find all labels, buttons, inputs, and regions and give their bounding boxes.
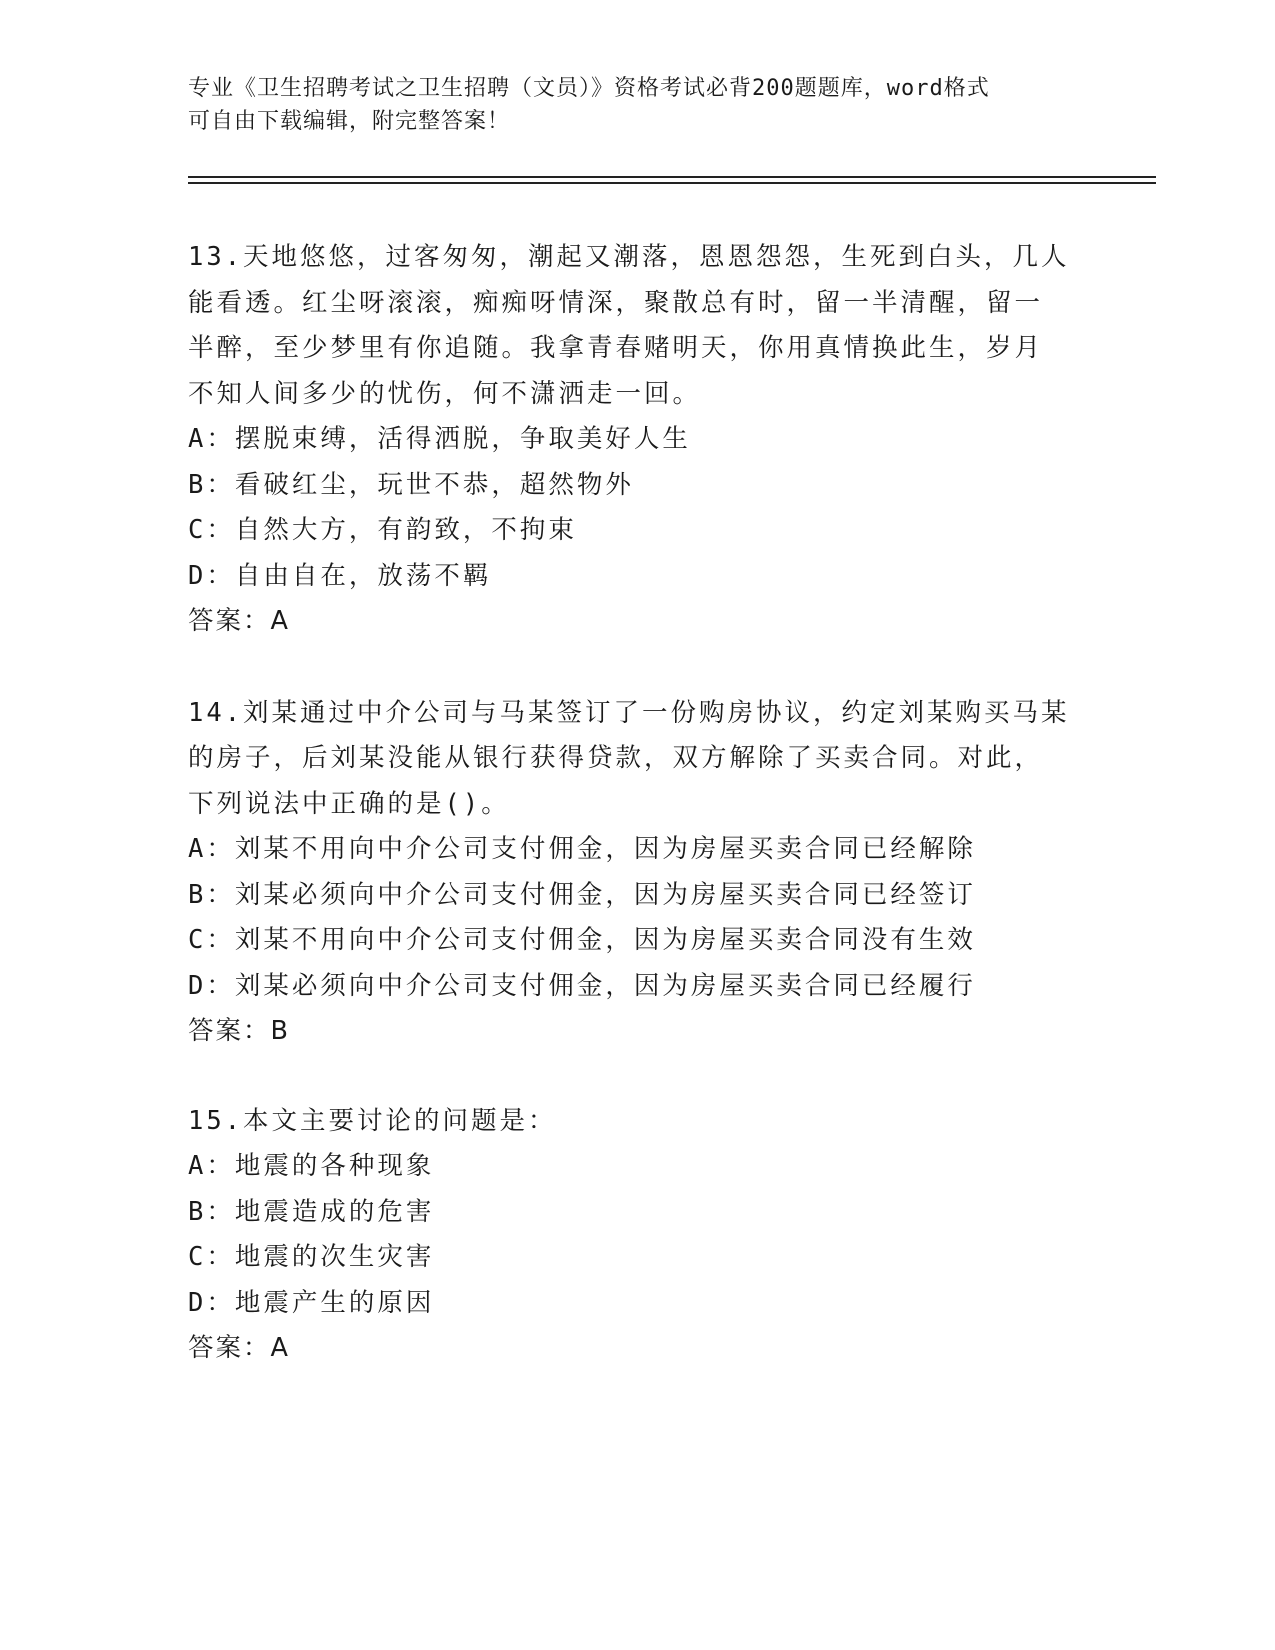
option-c: C：刘某不用向中介公司支付佣金，因为房屋买卖合同没有生效	[188, 925, 976, 955]
question-13	[188, 235, 1088, 645]
question-text-line: 能看透。红尘呀滚滚，痴痴呀情深，聚散总有时，留一半清醒，留一	[188, 287, 1044, 318]
question-text-line: 13.天地悠悠，过客匆匆，潮起又潮落，恩恩怨怨，生死到白头，几人	[188, 242, 1070, 272]
option-b: B：刘某必须向中介公司支付佣金，因为房屋买卖合同已经签订	[188, 879, 976, 910]
document-header	[188, 72, 1068, 138]
question-text-line: 下列说法中正确的是()。	[188, 788, 510, 819]
question-text-line: 14.刘某通过中介公司与马某签订了一份购房协议，约定刘某购买马某	[188, 697, 1070, 728]
question-15	[188, 1099, 1088, 1372]
question-list	[188, 235, 1088, 1372]
question-text-line: 半醉，至少梦里有你追随。我拿青春赌明天，你用真情换此生，岁月	[188, 333, 1044, 363]
option-d: D：刘某必须向中介公司支付佣金，因为房屋买卖合同已经履行	[188, 970, 976, 1001]
question-text-line: 15.本文主要讨论的问题是：	[188, 1105, 557, 1136]
answer-label: 答案：A	[188, 1333, 290, 1363]
answer-label: 答案：B	[188, 1016, 290, 1046]
option-a: A：摆脱束缚，活得洒脱，争取美好人生	[188, 424, 691, 454]
question-text-line: 的房子，后刘某没能从银行获得贷款，双方解除了买卖合同。对此，	[188, 743, 1044, 773]
question-14	[188, 691, 1088, 1055]
answer-label: 答案：A	[188, 606, 290, 636]
option-b: B：看破红尘，玩世不恭，超然物外	[188, 469, 634, 500]
option-b: B：地震造成的危害	[188, 1196, 435, 1227]
header-line-1: 专业《卫生招聘考试之卫生招聘（文员）》资格考试必背200题题库，word格式	[188, 76, 990, 101]
header-line-2: 可自由下载编辑，附完整答案！	[188, 109, 511, 134]
option-d: D：自由自在，放荡不羁	[188, 560, 492, 591]
option-a: A：刘某不用向中介公司支付佣金，因为房屋买卖合同已经解除	[188, 834, 976, 864]
header-double-rule	[188, 176, 1156, 184]
option-c: C：地震的次生灾害	[188, 1242, 435, 1272]
option-c: C：自然大方，有韵致，不拘束	[188, 515, 577, 545]
option-a: A：地震的各种现象	[188, 1151, 435, 1181]
option-d: D：地震产生的原因	[188, 1287, 435, 1318]
question-text-line: 不知人间多少的忧伤，何不潇洒走一回。	[188, 378, 702, 409]
